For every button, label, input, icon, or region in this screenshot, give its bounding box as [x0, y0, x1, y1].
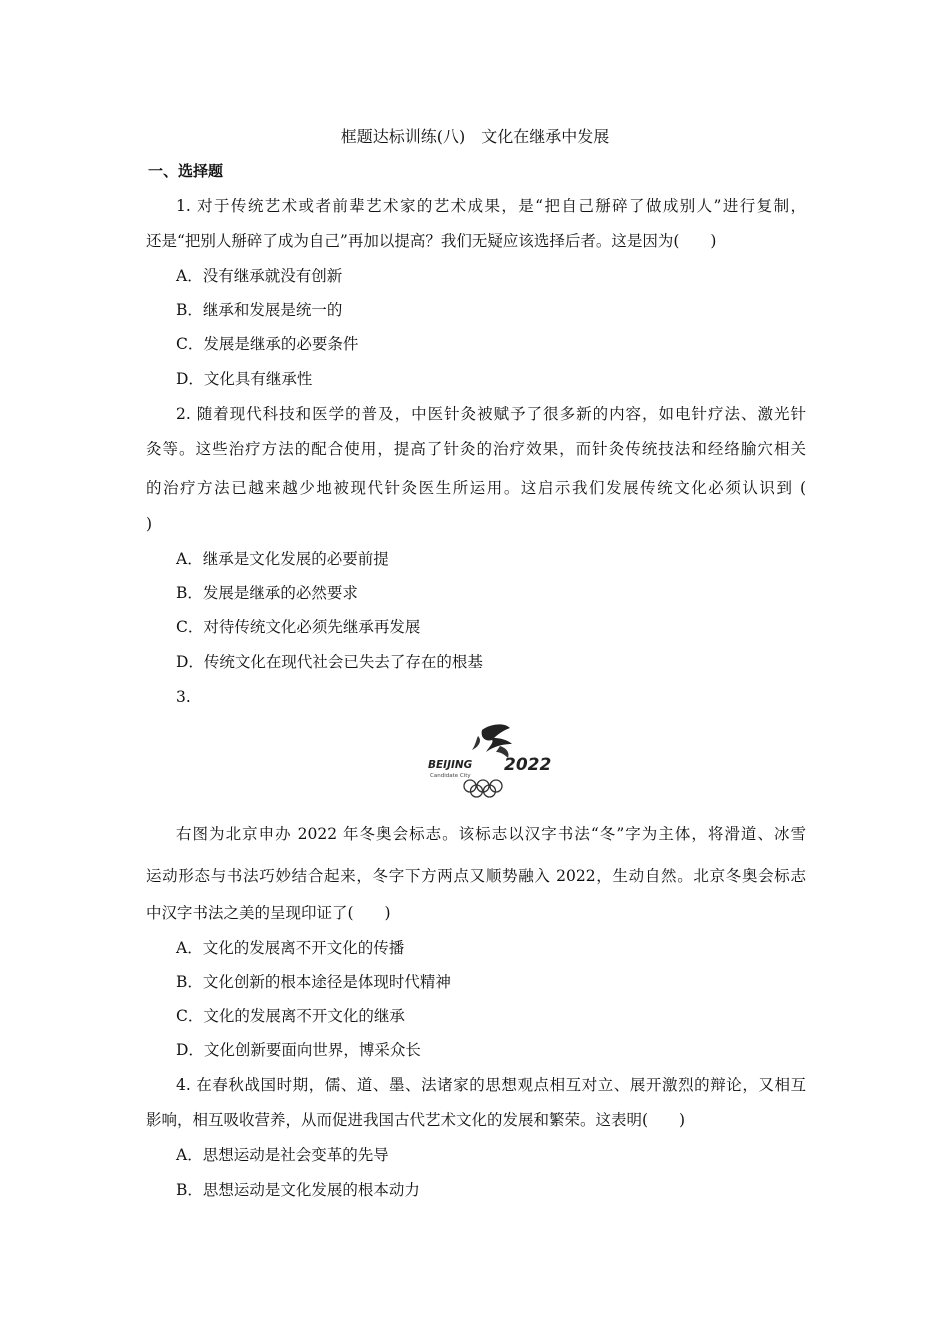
question-1-option-d: D．文化具有继承性: [176, 370, 313, 388]
question-2-option-a: A．继承是文化发展的必要前提: [176, 550, 389, 568]
logo-subtitle: Candidate City: [430, 773, 471, 779]
question-2-line-4: ): [146, 515, 153, 533]
question-3-option-d: D．文化创新要面向世界，博采众长: [176, 1041, 421, 1059]
logo-word-2022: 2022: [504, 755, 552, 775]
question-1-option-c: C．发展是继承的必要条件: [176, 335, 359, 353]
question-4-option-b: B．思想运动是文化发展的根本动力: [176, 1181, 420, 1199]
logo-word-beijing: BEIJING: [428, 759, 473, 771]
olympic-rings-icon: [464, 780, 502, 797]
question-1-option-a: A．没有继承就没有创新: [176, 267, 343, 285]
question-2-line-1: 2. 随着现代科技和医学的普及，中医针灸被赋予了很多新的内容，如电针疗法、激光针: [176, 405, 806, 423]
question-1-option-b: B．继承和发展是统一的: [176, 301, 343, 319]
question-3-line-1: 右图为北京申办 2022 年冬奥会标志。该标志以汉字书法“冬”字为主体，将滑道、冰雪: [176, 825, 806, 843]
question-3-line-3: 中汉字书法之美的呈现印证了( ): [146, 904, 391, 922]
question-3-option-b: B．文化创新的根本途径是体现时代精神: [176, 973, 451, 991]
question-4-line-1: 4. 在春秋战国时期，儒、道、墨、法诸家的思想观点相互对立、展开激烈的辩论，又相互: [176, 1076, 806, 1094]
section-heading: 一、选择题: [148, 162, 224, 180]
question-1-line-2: 还是“把别人掰碎了成为自己”再加以提高？我们无疑应该选择后者。这是因为( ): [146, 232, 717, 250]
question-2-option-b: B．发展是继承的必然要求: [176, 584, 358, 602]
question-4-option-a: A．思想运动是社会变革的先导: [176, 1146, 389, 1164]
page-title: 框题达标训练(八) 文化在继承中发展: [340, 127, 610, 146]
question-1-line-1: 1. 对于传统艺术或者前辈艺术家的艺术成果，是“把自己掰碎了做成别人”进行复制，: [176, 197, 806, 215]
question-2-line-2: 灸等。这些治疗方法的配合使用，提高了针灸的治疗效果，而针灸传统技法和经络腧穴相关: [146, 440, 806, 458]
question-3-option-a: A．文化的发展离不开文化的传播: [176, 939, 405, 957]
question-3-number: 3.: [176, 688, 191, 706]
question-2-line-3: 的治疗方法已越来越少地被现代针灸医生所运用。这启示我们发展传统文化必须认识到 (: [146, 479, 806, 497]
question-2-option-d: D．传统文化在现代社会已失去了存在的根基: [176, 653, 483, 671]
question-3-option-c: C．文化的发展离不开文化的继承: [176, 1007, 405, 1025]
beijing-2022-logo-icon: [420, 716, 562, 798]
question-3-line-2: 运动形态与书法巧妙结合起来，冬字下方两点又顺势融入 2022，生动自然。北京冬奥会标志: [146, 867, 806, 885]
question-4-line-2: 影响，相互吸收营养，从而促进我国古代艺术文化的发展和繁荣。这表明( ): [146, 1111, 686, 1129]
question-2-option-c: C．对待传统文化必须先继承再发展: [176, 618, 421, 636]
